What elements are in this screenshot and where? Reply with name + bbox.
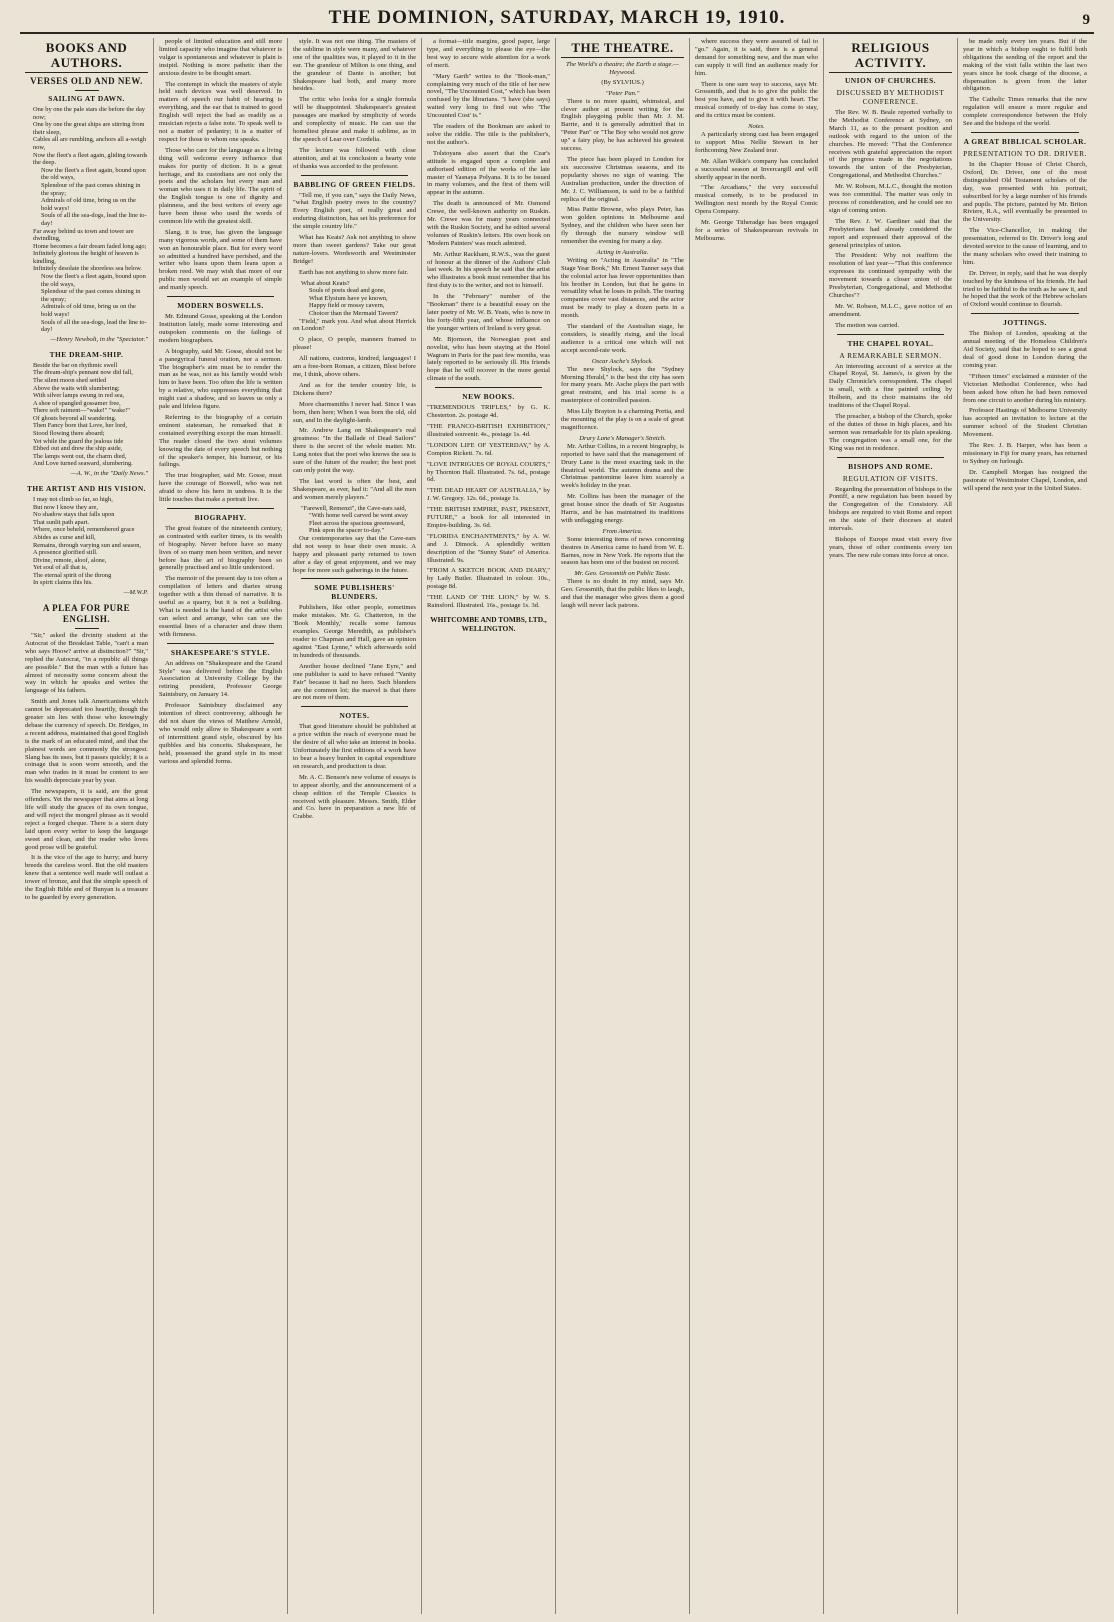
paragraph: Writing on "Acting in Australia" in "The Stage Year Book," Mr. Ernest Tanner says that the colonial actor has fewer opportunities than his brother in London, but that he gains in versatility what he loses in polish. The touring companies cover vast distances, and the actor must be ready to play a dozen parts in a month. (561, 256, 684, 320)
divider (75, 628, 99, 629)
paragraph: A biography, said Mr. Gosse, should not be a panegyrical funeral oration, nor a sermon. The biographer's aim must be to render the man as he was, not as his family would wish him to have been. Too often the life is written by a relative, who suppresses everything that might cast a shadow, and so leaves us only a pale and lifeless figure. (159, 347, 282, 411)
paragraph: Mr. Collins has been the manager of the great house since the death of Sir Augustus Harris, and he has maintained its traditions with unflagging energy. (561, 493, 684, 524)
paragraph: Mr. A. C. Benson's new volume of essays is to appear shortly, and the announcement of a cheap edition of the Temple Classics is received with pleasure. Messrs. Smith, Elder and Co. have in preparation a new life of Crabbe. (293, 773, 416, 821)
subheading: "Peter Pan." (605, 89, 640, 97)
article-title: BIOGRAPHY. (194, 512, 247, 522)
verse-line: Remains, through varying sun and season, (33, 541, 142, 549)
section-heading-religious: RELIGIOUS ACTIVITY. (829, 40, 952, 73)
paragraph: O place, O people, manners framed to please! (293, 336, 416, 352)
paragraph: Mr. Bjornson, the Norwegian poet and novelist, who has been staying at the Hotel Wagram in Paris for the past few months, was lately reported to be seriously ill. His friends hope that he will recover in the more genial climate of the south. (427, 335, 550, 383)
verse-line: What about Keats? (301, 279, 350, 287)
book-listing: "THE LAND OF THE LION," by W. S. Rainsford. Illustrated. 16s., postage 1s. 3d. (427, 594, 550, 610)
paragraph: "Mary Garth" writes to the "Book-man," complaining very much of the title of her new novel, "The Uncounted Cost," which has been confused by the librarians. "I have (she says) waited very long to find out who 'The Uncounted Cost' is." (427, 72, 550, 120)
divider (837, 457, 944, 458)
article-title: SHAKESPEARE'S STYLE. (170, 647, 271, 657)
paragraph: Publishers, like other people, sometimes make mistakes. Mr. G. Chatterton, in the 'Book Monthly,' recalls some famous examples. George Meredith, as publisher's reader to Chapman and Hall, gave an opinion against "East Lynne," which afterwards sold in hundreds of thousands. (293, 604, 416, 659)
paragraph: The last word is often the best, and Shakespeare, as ever, had it: "And all the men and women merely players." (293, 477, 416, 501)
paragraph: All nations, customs, kindred, languages! I am a free-born Roman, a citizen, Blest before me, I think, above others. (293, 355, 416, 378)
article-title: A PLEA FOR PURE ENGLISH. (42, 602, 131, 624)
paragraph: The readers of the Bookman are asked to solve the riddle. The title is the publisher's, not the author's. (427, 123, 550, 146)
paragraph: "Tell me, if you can," says the Daily News, "what English poetry owes to the country? Every English poet, of really great and enduring distinction, has set his preference for the simple country life." (293, 191, 416, 231)
verse-line: A presence glorified still. (33, 549, 98, 557)
verse-line: In spirit claims this his. (33, 579, 93, 587)
byline: (By SYLVIUS.) (601, 78, 644, 86)
paragraph: Referring to the biography of a certain eminent statesman, he remarked that it contained everything except the man himself. The reader closed the two stout volumes knowing the date of every speech but nothing of the speaker's temper, his humour, or his failings. (159, 413, 282, 469)
book-listing: "THE DEAD HEART OF AUSTRALIA," by J. W. Gregory. 12s. 6d., postage 1s. (427, 487, 550, 503)
verse-line: Admirals of old time, bring us on the bold ways! (41, 197, 136, 212)
paragraph: The lecture was followed with close attention, and at its conclusion a hearty vote of thanks was accorded to the professor. (293, 146, 416, 170)
article-title: JOTTINGS. (1003, 318, 1047, 328)
article-title: BABBLING OF GREEN FIELDS. (293, 179, 416, 189)
paragraph: Dr. Campbell Morgan has resigned the pastorate of Westminster Chapel, London, and will spend the next year in the United States. (963, 468, 1087, 492)
paragraph: The preacher, a bishop of the Church, spoke of the duties of those in high places, and his sermon was remarkable for its plain speaking. The congregation was a small one, for the King was not in residence. (829, 413, 952, 452)
paragraph: Mr. George Titheradge has been engaged for a series of Shakespearean revivals in Melbourne. (695, 219, 818, 242)
paragraph: The contempt in which the masters of style held such devices was well deserved. In matters of speech our habit of hearing is everything, and the ear that is trained to good English will reject the bad as readily as a musician rejects a false note. To speak well is not a matter of pedantry; it is a matter of respect for those to whom one speaks. (159, 80, 282, 143)
book-listing: "LONDON LIFE OF YESTERDAY," by A. Compton Rickett. 7s. 6d. (427, 441, 550, 457)
paragraph: people of limited education and still more limited capacity who imagine that whatever is vulgar is spontaneous and whatever is plain is insipid. Nothing is more pathetic than the anxious desire to be thought smart. (159, 38, 282, 77)
verse-line: Cables all are rumbling, anchors all a-weigh now, (33, 136, 147, 151)
verse-line: Ebbed out and drew the ship aside, (33, 445, 123, 453)
paragraph: Professor Saintsbury disclaimed any intention of direct controversy, although he did not share the views of Matthew Arnold, who would only allow to Shakespeare a sort of intermittent grand style, obscured by his quibbles and his conceits. Shakespeare, he held, possessed the grand style in its most various and splendid forms. (159, 702, 282, 765)
verse-line: Then Fancy bore that Love, her lord, (33, 422, 128, 430)
paragraph: Mr. Arthur Rackham, R.W.S., was the guest of honour at the dinner of the Authors' Club last week. In his speech he said that the artist who illustrates a book must remember that his first duty is to the writer, and not to himself. (427, 250, 550, 290)
paragraph: The Catholic Times remarks that the new regulation will ensure a more regular and complete correspondence between the Holy See and the bishops of the world. (963, 96, 1087, 128)
verse-line: Stood flowing there aboard; (33, 430, 105, 438)
subheading: Mr. Geo. Grossmith on Public Taste. (574, 570, 671, 578)
paragraph: Slang, it is true, has given the language many vigorous words, and some of them have won an honourable place. But for every word so admitted a hundred have perished, and the writer who leans upon them leans upon a broken reed. We may wish that more of our public men would set an example of simple and manly speech. (159, 228, 282, 292)
verse-line: But now I know they are, (33, 503, 98, 511)
paragraph: Professor Hastings of Melbourne University has accepted an invitation to lecture at the summer school of the Student Christian Movement. (963, 407, 1087, 439)
verse-line: Infinitely glorious the height of heaven is kindling, (33, 250, 139, 265)
subheading: PRESENTATION TO DR. DRIVER. (963, 148, 1087, 158)
paragraph: Mr. Arthur Collins, in a recent biography, is reported to have said that the management of Drury Lane is the most exacting task in the theatrical world. The autumn drama and the Christmas pantomime leave him scarcely a week's holiday in the year. (561, 442, 684, 490)
paragraph: be made only every ten years. But if the year in which a bishop ought to fulfil both obligations the sending of the report and the making of the visit falls within the last two years since he took charge of the diocese, a dispensation is given from the latter obligation. (963, 38, 1087, 93)
verse-line: Fleet across the spacious greensward, (309, 519, 406, 527)
section-heading-books: BOOKS AND AUTHORS. (25, 40, 148, 73)
poem-credit: —M.W.P. (123, 589, 148, 597)
subheading: Acting in Australia. (596, 248, 649, 256)
book-listing: "THE FRANCO-BRITISH EXHIBITION," illustrated souvenir. 4s., postage 1s. 4d. (427, 422, 550, 438)
paragraph: a format—title margins, good paper, large type, and everything to please the eye—the best way to secure wide attention for a work of merit. (427, 38, 550, 69)
paragraph: The motion was carried. (835, 321, 900, 329)
divider (301, 578, 408, 579)
column-3 (288, 38, 422, 1614)
poem-credit: —Henry Newbolt, in the "Spectator." (50, 335, 148, 343)
paragraph: Those who care for the language as a living thing will welcome every influence that makes for purity of diction. It is a great heritage, and its custodians are not only the poets and the scholars but every man and woman who uses it in daily life. The spirit of the English tongue is one of dignity and plainness, and the best writers of every age have been those who used the words of common life with the greatest skill. (159, 146, 282, 225)
column-7 (824, 38, 958, 1614)
section-heading-theatre: THE THEATRE. (561, 40, 684, 58)
subheading: A REMARKABLE SERMON. (839, 350, 942, 360)
paragraph: Mr. Allan Wilkie's company has concluded a successful season at Invercargill and will shortly appear in the north. (695, 157, 818, 181)
masthead (20, 6, 1094, 34)
subheading: Oscar Asche's Shylock. (591, 357, 654, 365)
verse-line: Happy field or mossy cavern, (309, 302, 385, 310)
article-title: A GREAT BIBLICAL SCHOLAR. (963, 136, 1087, 146)
verse-line: Home becomes a fair dream faded long ago; (33, 242, 147, 250)
paragraph: What has Keats? Ask not anything to show more than sweet gardens? Take our great nature-lovers. Wordsworth and Westminster Bridge! (293, 234, 416, 265)
poem-title: SAILING AT DAWN. (48, 94, 125, 103)
column-4 (422, 38, 556, 1614)
verse-line: What Elysium have ye known, (309, 294, 388, 302)
paragraph: There is no doubt in my mind, says Mr. Geo. Grossmith, that the public likes to laugh, and that the manager who gives them a good laugh will never lack patrons. (561, 578, 684, 609)
verse-line: With silver lamps swung in red sea, (33, 392, 125, 400)
paragraph: Earth has not anything to show more fair. (299, 268, 409, 276)
columns (20, 38, 1094, 1614)
paragraph: The Rev. J. B. Harper, who has been a missionary in Fiji for many years, has returned to Sydney on furlough. (963, 442, 1087, 465)
verse-line: Yet soul of all that is, (33, 564, 88, 572)
verse-line: That sunlit path apart. (33, 518, 90, 526)
paragraph: More charmsmiths I never had. Since I was born, then here; When I was born the old, old sun, and In the daylight-lamb. (293, 400, 416, 424)
divider (435, 387, 542, 388)
paragraph: There is one sure way to success, says Mr. Grossmith, and that is to give the public the best you have, and to give it with heart. The musical comedy of to-day has come to stay, and its critics must be content. (695, 80, 818, 120)
divider (167, 643, 274, 644)
paragraph: The memoir of the present day is too often a compilation of letters and diaries strung together with a thin thread of narrative. It is useful as a quarry, but it is not a building. What is needed is the hand of the artist who can select and arrange, who can see the essential lines of a character and draw them with firmness. (159, 575, 283, 638)
divider (971, 313, 1079, 314)
paragraph: Another house declined "Jane Eyre," and one publisher is said to have refused "Vanity Fair" because it had no hero. Such blunders are the common lot; the marvel is that there are not more of them. (293, 662, 416, 702)
verse-line: I may not climb so far, so high, (33, 495, 113, 503)
verse-line: And Love turned seaward, slumbering. (33, 460, 133, 468)
verse-line: A shoe of spangled gossamer free, (33, 399, 121, 407)
subheading: From America. (602, 527, 643, 535)
paragraph: The President: Why not reaffirm the resolution of last year—"That this conference expresses its continued sympathy with the movement towards a closer union of the Presbyterian, Congregational, and Methodist Churches"? (829, 252, 952, 299)
verse-line: Pink upon the spacer to-day." (309, 527, 385, 535)
paragraph: It is the vice of the age to hurry; and hurry breeds the careless word. But the old masters knew that a sentence well made will outlast a tower of bronze, and that the simple speech of the English Bible and of Bunyan is a treasure to be guarded by every generation. (25, 854, 148, 901)
advertiser-city: WELLINGTON. (461, 623, 516, 633)
subheading: Notes. (748, 123, 765, 131)
poem-credit: —A. W., in the "Daily News." (70, 470, 148, 478)
paragraph: In the "February" number of the "Bookman" there is a beautiful essay on the later poetry of Mr. W. B. Yeats, who is now in his forty-fifth year, and whose influence on the younger writers of Ireland is very great. (427, 293, 550, 332)
verse-line: Splendour of the past comes shining in the spray; (41, 288, 141, 303)
verse-line: The eternal spirit of the throng (33, 571, 112, 579)
verse-line: "With home well carved he went away (309, 512, 408, 520)
paragraph: There is no more quaint, whimsical, and clever author at present writing for the English playgoing public than Mr. J. M. Barrie, and it is generally admitted that in "Peter Pan" or "The Boy who would not grow up" a fairy play, he has achieved his greatest success. (561, 97, 684, 153)
paragraph: Some interesting items of news concerning theatres in America came to hand from W. E. Barnes, now in New York. He reports that the season has been one of the busiest on record. (561, 535, 684, 567)
poem-dream-ship (25, 362, 148, 468)
paragraph: An interesting account of a service at the Chapel Royal, St. James's, is given by the Daily Chronicle's correspondent. The chapel is small, with a fine painted ceiling by Holbein, and its choir maintains the old traditions of the Chapel Royal. (829, 362, 952, 410)
verse-line: Souls of all the sea-dogs, lead the line to-day! (41, 212, 147, 227)
paragraph: Mr. Andrew Lang on Shakespeare's real greatness: "In the Ballade of Dead Sailors" there is the secret of the whole matter. Mr. Lang notes that the poet who knows the sea is sure of the future of the reader; the best poet can only point the way. (293, 427, 416, 474)
verse-line: One by one the pale stars die before the day now; (33, 106, 145, 121)
paragraph: That good literature should be published at a price within the reach of everyone must be the desire of all who take an interest in books. Unfortunately the first editions of a work have to bear a heavy burden in capital expenditure on research, and production is dear. (293, 723, 416, 770)
verse-line: No shadow stays that falls upon (33, 511, 115, 519)
paragraph: The death is announced of Mr. Osmond Crewe, the well-known authority on Ruskin. Mr. Crewe was for many years connected with the Ruskin Society, and he edited several volumes of Ruskin's letters. His own book on 'Modern Painters' was much admired. (427, 200, 550, 247)
paragraph: An address on "Shakespeare and the Grand Style" was delivered before the English Association at University College by the retiring president, Professor George Saintsbury, on January 14. (159, 659, 282, 699)
subheading: Drury Lane's Manager's Stretch. (579, 434, 666, 442)
article-title: SOME PUBLISHERS' BLUNDERS. (314, 583, 395, 602)
poem-sailing-at-dawn (25, 106, 148, 334)
paragraph: style. It was not one thing. The masters of the sublime in style were many, and whatever one of the qualities was, it played to it in the ear. The grandeur of Milton is one thing, and the grandeur of Dante is another; but Shakespeare had both, and many more besides. (293, 38, 416, 93)
verse-line: Infinitely desolate the shoreless sea below. (33, 265, 142, 273)
paragraph: Dr. Driver, in reply, said that he was deeply touched by the kindness of his friends. He had tried to be faithful to the truth as he saw it, and he hoped that the work of the Hebrew scholars of Oxford would continue to flourish. (963, 269, 1087, 309)
paragraph: Miss Pattie Browne, who plays Peter, has won golden opinions in Melbourne and Sydney, and the children who have seen her fly through the nursery window will remember the evening for many a day. (561, 206, 684, 246)
paragraph: The standard of the Australian stage, he considers, is steadily rising, and the local audience is a critical one which will not accept second-rate work. (561, 323, 684, 354)
book-listing: "LOVE INTRIGUES OF ROYAL COURTS," by Thornton Hall. Illustrated. 7s. 6d., postage 6d. (427, 460, 550, 484)
paragraph: "Sir," asked the divinity student at the Autocrat of the Breakfast Table, "can't a man who says Hoow? arrive at distinction?" "Sir," replied the Autocrat, "in a republic all things are possible." But the man with a future has almost of necessity some concern about the way in which he speaks and writes the language of his fathers. (25, 631, 148, 695)
paragraph: The Vice-Chancellor, in making the presentation, referred to Dr. Driver's long and devoted service to the cause of learning, and to the many scholars who owed their training to him. (963, 227, 1087, 266)
paragraph: Smith and Jones talk Americanisms which cannot be deprecated too heartily, though the greater sin lies with those who knowingly debase the currency of speech. Dr. Bridges, in a recent address, maintained that good English is the mark of an educated mind, and that the plainest words are commonly the strongest. Slang has its uses, but it passes quickly; it is a coinage that is soon worn smooth, and the man who trades in it must be content to see his wealth depreciate year by year. (25, 698, 148, 785)
advertiser-name: WHITCOMBE AND TOMBS, LTD., (430, 615, 547, 624)
verse-line: Admirals of old time, bring us on the bold ways! (41, 303, 136, 319)
book-listing: "FROM A SKETCH BOOK AND DIARY," by Lady Butler. Illustrated in colour. 10s., postage 8d. (427, 567, 550, 591)
paragraph: Miss Lily Brayton is a charming Portia, and the mounting of the play is on a scale of great magnificence. (561, 408, 684, 431)
paragraph: The critic who looks for a single formula will be disappointed. Shakespeare's greatest passages are marked by simplicity of words and complexity of music. He can use the homeliest phrase and make it sublime, as in the speech of Lear over Cordelia. (293, 96, 416, 143)
poem-title: THE ARTIST AND HIS VISION. (26, 483, 147, 493)
paragraph: The piece has been played in London for six successive Christmas seasons, and its popularity shows no sign of waning. The Australian production, under the direction of Mr. J. C. Williamson, is said to be a faithful replica of the original. (561, 155, 684, 203)
verse-line: The lamps went out, the charm died, (33, 452, 127, 460)
verse-line: Where, once beheld, remembered grace (33, 526, 135, 534)
poem-artist-vision (25, 496, 148, 587)
verse-line: One by one the great ships are stirring from their sleep, (33, 121, 145, 136)
page-number: 9 (1082, 12, 1090, 28)
column-1 (20, 38, 154, 1614)
book-listing: "TREMENDOUS TRIFLES," by G. K. Chesterton. 2s. postage 4d. (427, 404, 550, 420)
paragraph: Regarding the presentation of bishops to the Pontiff, a new regulation has been issued by the Congregation of the Consistory. All bishops are required to visit Rome and report on the state of their dioceses at stated intervals. (829, 485, 952, 533)
paragraph: Tolstoyans also assert that the Czar's attitude is engaged upon a complete and authorised edition of the works of the late master of Yasnaya Polyana. It is to be issued in many volumes, and the first of them will appear in the autumn. (427, 149, 550, 197)
article-title: MODERN BOSWELLS. (177, 301, 264, 311)
paragraph: The true biographer, said Mr. Gosse, must have the courage of Boswell, who was not afraid to show his hero in undress. It is the little touches that make a portrait live. (159, 472, 282, 504)
verse-line: Yet while the guard the jealous tide (33, 437, 124, 445)
paragraph: "Field," mark you. And what about Herrick on London? (293, 317, 416, 333)
verse-line: Splendour of the past comes shining in the spray; (41, 181, 141, 197)
poem-title: THE DREAM-SHIP. (49, 349, 124, 359)
verse-line: Beside the bar on rhythmic swell (33, 361, 118, 369)
divider (301, 175, 408, 176)
verse-line: "Farewell, Remenzi", the Cave-ears said, (301, 504, 407, 512)
masthead-title: THE DOMINION, SATURDAY, MARCH 19, 1910. (328, 7, 786, 28)
verse-line: The dream-ship's pennant now did fall, (33, 369, 133, 377)
quoted-verse (293, 280, 416, 318)
paragraph: The newspapers, it is said, are the great offenders. Yet the newspaper that aims at long life will study the graces of its own tongue, and will reject the mongrel phrase as it would reject a forged cheque. There is a stern duty laid upon every writer to keep the language sweet and clean, and the reader who loves good prose will be grateful. (25, 788, 148, 851)
book-listing: "FLORIDA ENCHANTMENTS," by A. W. and J. Dimock. A splendidly written description of the "Sunny State" of America. Illustrated. 9s. (427, 532, 550, 564)
paragraph: Mr. W. Robson, M.L.C., gave notice of an amendment. (829, 302, 952, 318)
subheading: DISCUSSED BY METHODIST CONFERENCE. (836, 88, 945, 106)
article-title: NOTES. (339, 711, 370, 721)
verse-line: Now the fleet's a fleet again, bound upon the old ways, (41, 273, 146, 288)
column-5 (556, 38, 690, 1614)
verse-line: Far away behind us town and tower are dwindling, (33, 227, 134, 243)
paragraph: The great feature of the nineteenth century, as contrasted with earlier times, is its wealth of biography. Never before have so many lives of so many men been written, and never before has the art of biography been so generally practised and so little understood. (159, 524, 282, 572)
book-listing: "THE BRITISH EMPIRE, PAST, PRESENT, FUTURE," a book for all interested in Empire-building. 3s. 6d. (427, 506, 550, 529)
paragraph: The Bishop of London, speaking at the annual meeting of the Homeless Children's Aid Society, said that he hoped to see a great deal of good done in London during the coming year. (963, 330, 1087, 369)
subheading: REGULATION OF VISITS. (842, 473, 939, 483)
divider (301, 706, 408, 707)
quoted-verse (293, 505, 416, 535)
verse-line: Choicer than the Mermaid Tavern? (309, 309, 399, 317)
verse-line: Now the fleet's a fleet again, bound upon the old ways, (41, 166, 146, 182)
divider (837, 334, 944, 335)
verse-line: The silent moon shed settled (33, 376, 107, 384)
paragraph: The new Shylock, says the "Sydney Morning Herald," is the best the city has seen for many years. Mr. Asche plays the part with great restraint, and his trial scene is a masterpiece of controlled passion. (561, 365, 684, 405)
divider (167, 508, 274, 509)
paragraph: where success they were assured of fail to "go." Again, it is said, there is a general demand for something new, and the man who can supply it will find an audience ready for him. (695, 38, 818, 77)
divider (167, 296, 274, 297)
verse-line: Above the waits with slumbering; (33, 384, 120, 392)
verse-line: There soft raiment—"wake!" "wake!" (33, 407, 130, 415)
divider (971, 132, 1079, 133)
article-title: THE CHAPEL ROYAL. (847, 338, 934, 348)
paragraph: In the Chapter House of Christ Church, Oxford, Dr. Driver, one of the most distinguished Old Testament scholars of the day, was presented with his portrait, subscribed for by a large number of his friends and pupils. The picture, painted by Mr. Briton Riviere, R.A., will eventually be presented to the University. (963, 160, 1087, 224)
column-6 (690, 38, 824, 1614)
verse-line: Abides as curse and kill, (33, 533, 96, 541)
paragraph: Our contemporaries say that the Cave-ears did not weep to hear their own music. A happy and pleasant party returned to town after a day of great enjoyment, and we may hope for more such gatherings in the future. (293, 534, 416, 574)
verse-line: Souls of poets dead and gone, (309, 287, 386, 295)
article-title: BISHOPS AND ROME. (848, 461, 933, 471)
paragraph: Mr. W. Robson, M.L.C., thought the motion was too committal. The matter was only in process of consideration, and he could see no sign of coming union. (829, 183, 952, 214)
divider (75, 90, 99, 91)
paragraph: The Rev. W. B. Beale reported verbally to the Methodist Conference at Sydney, on March 11, as to the present position and outlook with regard to the union of the churches. He moved: "That the Conference receives with grateful appreciation the report of the progress made in the negotiations towards the union of the Presbyterian, Congregational, and Methodist Churches." (829, 109, 952, 180)
verse-heading: VERSES OLD AND NEW. (30, 76, 143, 86)
article-title: NEW BOOKS. (462, 392, 515, 402)
paragraph: And as for the tender country life, is Dickens there? (293, 381, 416, 397)
verse-line: Divine, remote, aloof, alone, (33, 556, 107, 564)
epigraph: The World's a theatre; the Earth a stage.—Heywood. (565, 61, 679, 76)
column-8 (958, 38, 1092, 1614)
paragraph: A particularly strong cast has been engaged to support Miss Nellie Stewart in her forthcoming New Zealand tour. (695, 130, 818, 154)
paragraph: Mr. Edmund Gosse, speaking at the London Institution lately, made some interesting and outspoken comments on the failings of modern biographers. (159, 313, 282, 344)
subheading: UNION OF CHURCHES. (844, 76, 937, 85)
paragraph: "Fifteen times" exclaimed a minister of the Victorian Methodist Conference, who had been asked how often he had been removed from one circuit to another during his ministry. (963, 372, 1087, 404)
paragraph: The Rev. J. W. Gardiner said that the Presbyterians had already considered the report and expressed their approval of the general principles of union. (829, 217, 952, 249)
verse-line: Souls of all the sea-dogs, lead the line to-day! (41, 318, 147, 334)
verse-line: Of ghosts beyond all wandering. (33, 414, 117, 422)
column-2 (154, 38, 288, 1614)
verse-line: Now the fleet's a fleet again, gliding towards the deep. (33, 151, 148, 167)
paragraph: "The Arcadians," the very successful musical comedy, is to be produced in Wellington next month by the Royal Comic Opera Company. (695, 184, 818, 216)
paragraph: Bishops of Europe must visit every five years, those of other continents every ten years. The new rule comes into force at once. (829, 535, 952, 559)
